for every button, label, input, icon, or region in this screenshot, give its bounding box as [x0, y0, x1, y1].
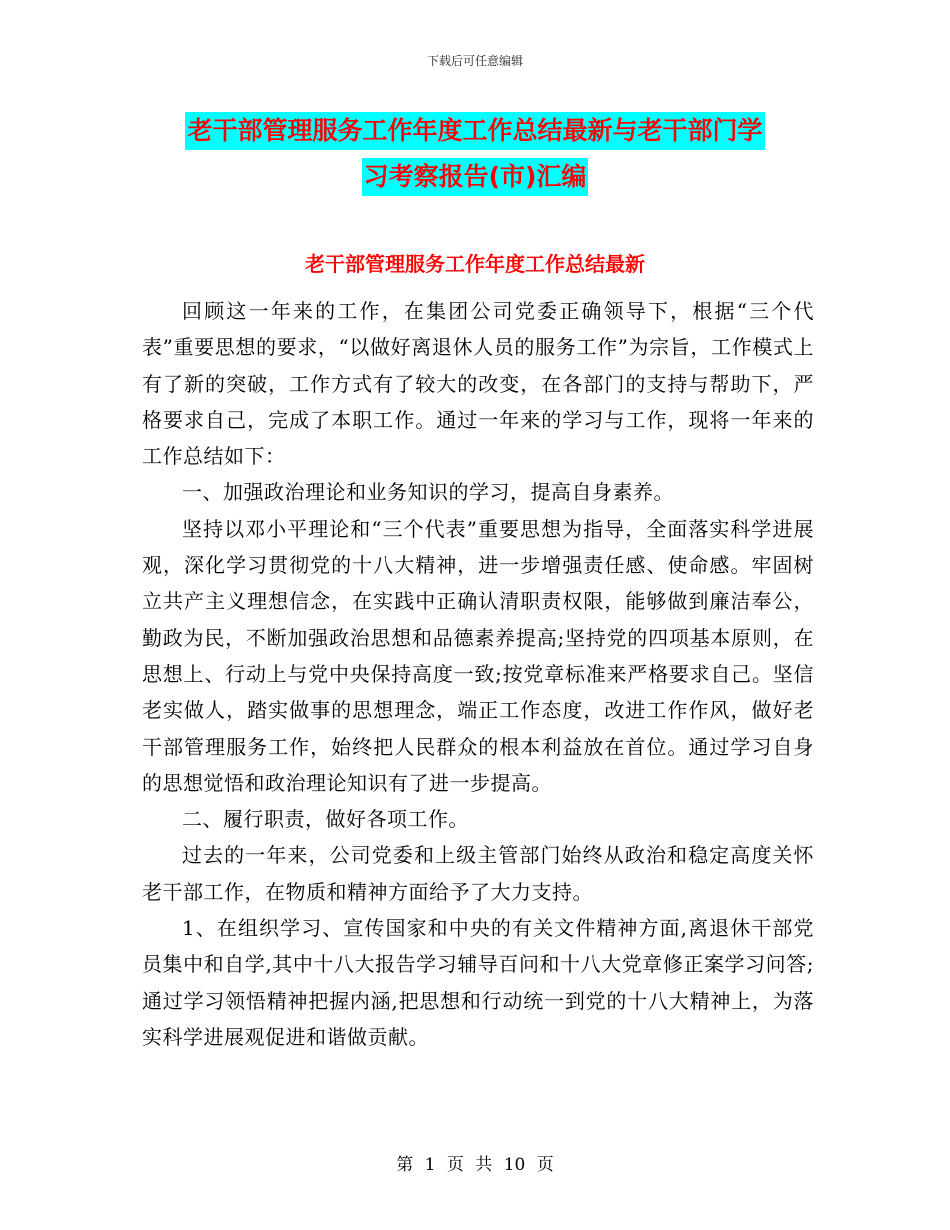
- paragraph: 1、在组织学习、宣传国家和中央的有关文件精神方面,离退休干部党员集中和自学,其中十八大报告学习辅导百问和十八大党章修正案学习问答;通过学习领悟精神把握内涵,把思想和行动统一到党的十八大精神上，为落实科学进展观促进和谐做贡献。: [142, 916, 814, 1049]
- document-title-line-2: 习考察报告(市)汇编: [362, 158, 589, 196]
- paragraph-heading: 二、履行职责，做好各项工作。: [182, 807, 469, 832]
- header-note: 下载后可任意编辑: [426, 54, 523, 68]
- paragraph-heading: 一、加强政治理论和业务知识的学习，提高自身素养。: [182, 480, 674, 505]
- paragraph: 坚持以邓小平理论和“三个代表”重要思想为指导，全面落实科学进展观，深化学习贯彻党的十八大精神，进一步增强责任感、使命感。牢固树立共产主义理想信念，在实践中正确认清职责权限，能够做到廉洁奉公，勤政为民，不断加强政治思想和品德素养提高;坚持党的四项基本原则，在思想上、行动上与党中央保持高度一致;按党章标准来严格要求自己。坚信老实做人，踏实做事的思想理念，端正工作态度，改进工作作风，做好老干部管理服务工作，始终把人民群众的根本利益放在首位。通过学习自身的思想觉悟和政治理论知识有了进一步提高。: [142, 516, 814, 795]
- page-number: 第 1 页 共 10 页: [396, 1155, 554, 1175]
- paragraph: 过去的一年来，公司党委和上级主管部门始终从政治和稳定高度关怀老干部工作，在物质和精神方面给予了大力支持。: [142, 843, 814, 904]
- document-title-line-1: 老干部管理服务工作年度工作总结最新与老干部门学: [185, 112, 764, 150]
- document-title: [150, 110, 800, 202]
- section-title: 老干部管理服务工作年度工作总结最新: [305, 252, 645, 276]
- document-body: [142, 293, 814, 1055]
- paragraph: 回顾这一年来的工作，在集团公司党委正确领导下，根据“三个代表”重要思想的要求，“以做好离退休人员的服务工作”为宗旨，工作模式上有了新的突破，工作方式有了较大的改变，在各部门的支持与帮助下，严格要求自己，完成了本职工作。通过一年来的学习与工作，现将一年来的工作总结如下：: [142, 299, 814, 469]
